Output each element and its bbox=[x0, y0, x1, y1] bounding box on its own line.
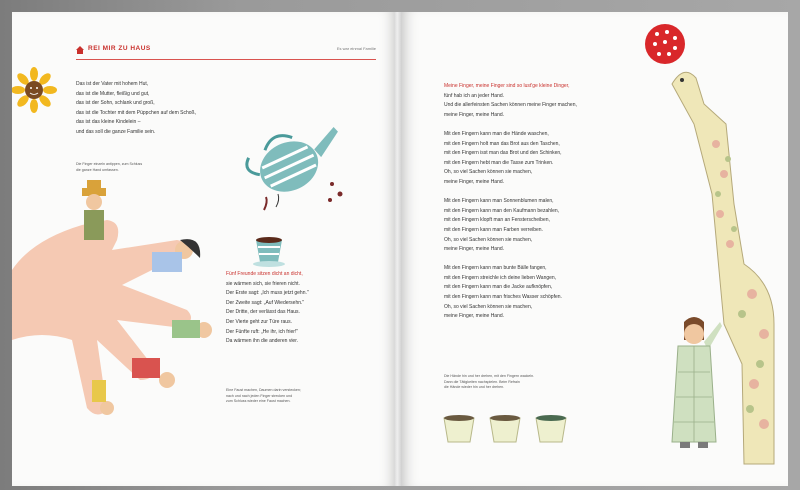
paint-bowls-illustration bbox=[440, 412, 590, 452]
page-header bbox=[76, 45, 376, 60]
left-page bbox=[12, 12, 394, 486]
bowl bbox=[536, 415, 566, 442]
figure-father bbox=[82, 180, 106, 240]
poem-family: Das ist der Vater mit hohem Hut, das ist die Mutter, fleißig und gut, das ist der Sohn, schlank und groß, das ist die Tochter mit dem Püppchen auf dem Schoß, das ist das kleine Kindelein – und das soll die ganze Familie sein. bbox=[76, 81, 196, 135]
bowl bbox=[490, 415, 520, 442]
ball-illustration bbox=[645, 24, 685, 64]
instruction-five-friends: Eine Faust machen, Daumen darin verstecken; nach und nach jeden Finger strecken und zum Schluss wieder eine Faust machen. bbox=[226, 388, 301, 404]
teapot-illustration bbox=[242, 122, 352, 282]
sunflower-illustration bbox=[14, 70, 54, 110]
book-gutter bbox=[394, 12, 402, 486]
section-title: REI MIR ZU HAUS bbox=[88, 45, 151, 52]
poem-fingers: Meine Finger, meine Finger sind so lust'ge kleine Dinger, fünf hab ich an jeder Hand. Und die allerfeinsten Sachen können meine Finger machen, meine Finger, meine Hand. Mit den Fingern kann man die Hände waschen, mit den Fingern holt man das Brot aus den Taschen, mit den Fingern isst man das Brot und den Schinken, mit den Fingern hebt man die Tasse zum Trinken. Oh, so viel Sachen können sie machen, meine Finger, meine Hand. Mit den Fingern kann man Sonnenblumen malen, mit den Fingern kann man den Kaufmann bezahlen, mit den Fingern klopft man an Fensterscheiben, mit den Fingern kann man Farben verreiben. Oh, so viel Sachen können sie machen, meine Finger, meine Hand. Mit den Fingern kann man bunte Bälle fangen, mit den Fingern streichle ich deine lieben Wangen, mit den Fingern kann man die Jacke aufknöpfen, mit den Fingern kann man frisches Wasser schöpfen. Oh, so viel Sachen können sie machen, meine Finger, meine Hand. bbox=[444, 83, 577, 320]
child-illustration bbox=[664, 312, 724, 452]
figure-son bbox=[172, 320, 212, 338]
house-icon bbox=[76, 46, 84, 54]
instruction-family: Die Finger einzeln antippen, zum Schluss die ganze Hand umfassen. bbox=[76, 162, 143, 172]
bowl bbox=[444, 415, 474, 442]
figure-daughter bbox=[132, 358, 175, 388]
chapter-label: Es war einmal Familie bbox=[336, 46, 376, 51]
right-page bbox=[402, 12, 788, 486]
poem-five-friends: Fünf Freunde sitzen dicht an dicht, sie wärmen sich, sie frieren nicht. Der Erste sagt: „Ich muss jetzt gehn." Der Zweite sagt: „Auf Wiedersehn." Der Dritte, der verlässt das Haus. Der Vierte geht zur Türe raus. Der Fünfte ruft: „He ihr, ich frier!" Da wärmen ihn die anderen vier. bbox=[226, 271, 309, 345]
hand-figures-illustration bbox=[12, 180, 232, 420]
instruction-fingers: Die Hände hin und her drehen, mit den Fingern wackeln. Dann die Tätigkeiten nachspielen. Beim Refrain die Hände wieder hin und her drehen. bbox=[444, 374, 535, 390]
